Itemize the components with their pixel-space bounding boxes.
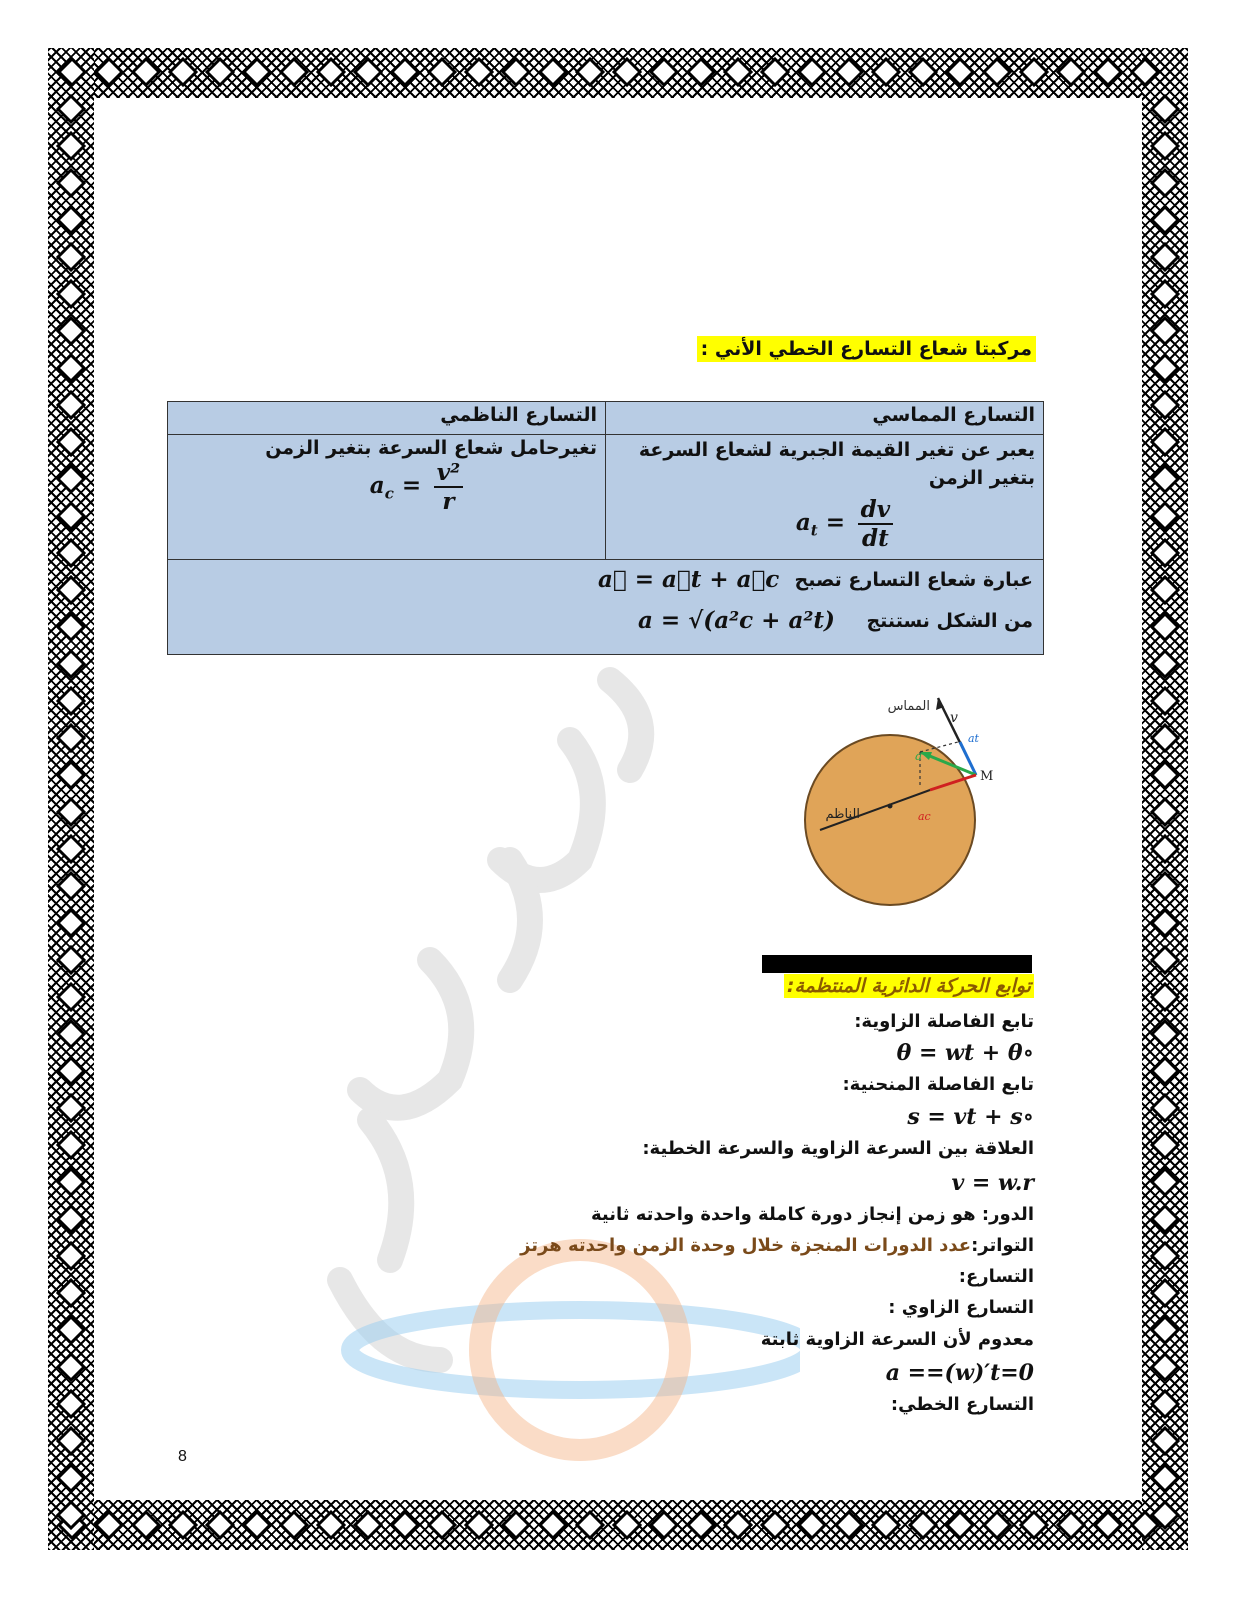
border-diamond [1152,96,1178,122]
border-diamond [799,59,825,85]
border-diamond [1152,1465,1178,1491]
border-diamond [577,59,603,85]
ac-symbol: a [369,471,385,499]
border-diamond [1152,651,1178,677]
angular-acceleration-label: التسارع الزاوي : [888,1297,1034,1318]
border-diamond [1152,392,1178,418]
border-diamond [1152,836,1178,862]
border-diamond [58,1354,84,1380]
magnitude-equation: a = √(a²c + a²t) [638,607,835,634]
border-diamond [1152,725,1178,751]
border-diamond [947,1512,973,1538]
border-diamond [503,59,529,85]
border-diamond [910,59,936,85]
border-diamond [58,873,84,899]
frequency-text: عدد الدورات المنجزة خلال وحدة الزمن واحدته هرتز [520,1235,972,1256]
border-diamond [984,1512,1010,1538]
border-diamond [873,1512,899,1538]
linear-acceleration-label: التسارع الخطي: [890,1394,1034,1415]
border-diamond [58,1317,84,1343]
border-diamond [58,1021,84,1047]
a-label: a [915,749,923,763]
border-diamond [1152,1354,1178,1380]
point-label: M [980,769,994,784]
relation-label: العلاقة بين السرعة الزاوية والسرعة الخطية: [642,1138,1034,1159]
border-diamond [58,244,84,270]
normal-cell [168,435,606,560]
circular-motion-figure [790,690,1030,910]
border-diamond [1152,984,1178,1010]
border-diamond [58,133,84,159]
border-diamond [1152,170,1178,196]
border-diamond [540,1512,566,1538]
border-diamond [1152,1132,1178,1158]
border-diamond [1058,59,1084,85]
border-diamond [58,355,84,381]
acceleration-label: التسارع: [958,1266,1034,1287]
angular-position-label: تابع الفاصلة الزاوية: [854,1011,1034,1032]
page-number: 8 [178,1448,187,1465]
normal-desc: تغيرحامل شعاع السرعة بتغير الزمن [265,437,597,459]
border-diamond [58,1280,84,1306]
angular-position-equation: θ = wt + θ∘ [896,1040,1034,1066]
border-diamond [355,1512,381,1538]
border-diamond [725,1512,751,1538]
border-diamond [207,1512,233,1538]
border-diamond [984,59,1010,85]
at-subscript: t [810,521,818,540]
border-diamond [540,59,566,85]
border-diamond [688,59,714,85]
border-diamond [170,1512,196,1538]
border-diamond [762,59,788,85]
border-diamond [1132,59,1158,85]
border-diamond [466,1512,492,1538]
border-diamond [836,59,862,85]
border-diamond [58,836,84,862]
border-diamond [688,1512,714,1538]
border-diamond [58,577,84,603]
border-diamond [1152,1317,1178,1343]
border-diamond [133,59,159,85]
border-diamond [1095,59,1121,85]
border-diamond [947,59,973,85]
border-diamond [1152,1169,1178,1195]
tangential-cell [606,435,1044,560]
border-diamond [281,1512,307,1538]
border-diamond [1152,1428,1178,1454]
border-diamond [503,1512,529,1538]
at-label: at [968,732,979,745]
border-diamond [1152,1058,1178,1084]
v-label: v [950,710,958,726]
tangential-header: التسارع المماسي [606,402,1044,435]
ac-fraction [434,459,463,515]
border-diamond [133,1512,159,1538]
border-diamond [58,1058,84,1084]
border-diamond [392,1512,418,1538]
border-diamond [392,59,418,85]
border-diamond [429,1512,455,1538]
border-diamond [318,1512,344,1538]
border-diamond [836,1512,862,1538]
at-symbol: a [795,508,811,536]
border-diamond [1152,614,1178,640]
border-diamond [762,1512,788,1538]
border-diamond [1152,762,1178,788]
at-denominator: dt [862,525,889,553]
normal-label: الناظم [825,807,860,822]
border-diamond [1152,1243,1178,1269]
curvilinear-position-equation: s = vt + s∘ [907,1104,1034,1130]
border-diamond [1152,466,1178,492]
border-diamond [58,1465,84,1491]
tangential-formula: $a_t$ = $\frac{dv}{dt}$ [614,496,1035,552]
border-diamond [58,725,84,751]
curvilinear-position-label: تابع الفاصلة المنحنية: [842,1074,1034,1095]
border-diamond [1021,1512,1047,1538]
at-numerator: dv [858,496,893,525]
magnitude-label: من الشكل نستنتج [866,609,1033,632]
border-diamond [58,984,84,1010]
border-diamond [725,59,751,85]
border-diamond [1152,1095,1178,1121]
border-diamond [170,59,196,85]
ac-subscript: c [384,484,394,503]
frequency-definition [520,1235,1034,1256]
border-diamond [1152,577,1178,603]
border-diamond [318,59,344,85]
zero-reason: معدوم لأن السرعة الزاوية ثابتة [760,1329,1034,1350]
border-diamond [58,318,84,344]
border-diamond [58,281,84,307]
frequency-prefix: التواتر: [971,1235,1034,1256]
border-diamond [1152,1391,1178,1417]
border-diamond [244,1512,270,1538]
border-diamond [58,207,84,233]
border-diamond [1152,799,1178,825]
tangent-label: المماس [887,699,930,714]
border-diamond [58,466,84,492]
border-diamond [58,1132,84,1158]
vector-equation: a⃗ = a⃗t + a⃗c [598,566,780,593]
vector-cell [168,560,1044,655]
border-diamond [58,1095,84,1121]
border-diamond [1152,688,1178,714]
black-bar [762,955,1032,973]
border-diamond [429,59,455,85]
border-diamond [1152,133,1178,159]
border-diamond [58,688,84,714]
border-diamond [910,1512,936,1538]
border-diamond [355,59,381,85]
border-diamond [58,1428,84,1454]
relation-equation: v = w.r [951,1170,1034,1196]
border-diamond [58,1391,84,1417]
ac-label: ac [918,810,931,823]
normal-formula: $a_c$ = $\frac{\text{v²}}{r}$ [176,459,597,515]
border-diamond [281,59,307,85]
border-diamond [59,59,85,85]
border-diamond [1152,910,1178,936]
border-diamond [58,910,84,936]
border-diamond [614,59,640,85]
border-diamond [96,1512,122,1538]
border-diamond [1152,1021,1178,1047]
border-diamond [1152,207,1178,233]
angular-acceleration-equation: a ==(w)′t=0 [885,1360,1034,1386]
border-diamond [614,1512,640,1538]
border-diamond [58,1206,84,1232]
border-diamond [651,1512,677,1538]
section-heading: مركبتا شعاع التسارع الخطي الأني : [697,336,1036,362]
border-diamond [58,170,84,196]
border-diamond [58,503,84,529]
acceleration-table [167,401,1044,655]
period-definition: الدور: هو زمن إنجاز دورة كاملة واحدة واحدته ثانية [590,1204,1034,1225]
border-diamond [1152,873,1178,899]
border-diamond [799,1512,825,1538]
border-diamond [466,59,492,85]
vector-label: عبارة شعاع التسارع تصبح [794,568,1033,591]
at-fraction [858,496,893,552]
border-diamond [1152,429,1178,455]
border-diamond [1152,281,1178,307]
border-diamond [873,59,899,85]
border-diamond [1021,59,1047,85]
ac-numerator: v² [434,459,463,488]
border-diamond [58,762,84,788]
border-diamond [1095,1512,1121,1538]
tangential-desc: يعبر عن تغير القيمة الجبرية لشعاع السرعة بتغير الزمن [638,439,1035,489]
border-diamond [96,59,122,85]
border-diamond [1152,244,1178,270]
border-diamond [58,1243,84,1269]
border-diamond [58,947,84,973]
border-diamond [1152,540,1178,566]
ac-denominator: r [442,488,455,515]
border-diamond [1152,503,1178,529]
border-diamond [577,1512,603,1538]
border-diamond [58,392,84,418]
section-title: توابع الحركة الدائرية المنتظمة: [784,974,1034,998]
border-diamond [58,614,84,640]
border-diamond [1152,947,1178,973]
border-diamond [1152,1206,1178,1232]
border-diamond [1152,355,1178,381]
border-diamond [1152,1280,1178,1306]
border-diamond [1058,1512,1084,1538]
border-diamond [207,59,233,85]
border-diamond [58,1169,84,1195]
border-diamond [58,651,84,677]
border-diamond [58,429,84,455]
border-diamond [58,96,84,122]
border-diamond [651,59,677,85]
border-diamond [1152,318,1178,344]
border-diamond [58,540,84,566]
border-diamond [58,799,84,825]
normal-header: التسارع الناظمي [168,402,606,435]
border-diamond [244,59,270,85]
